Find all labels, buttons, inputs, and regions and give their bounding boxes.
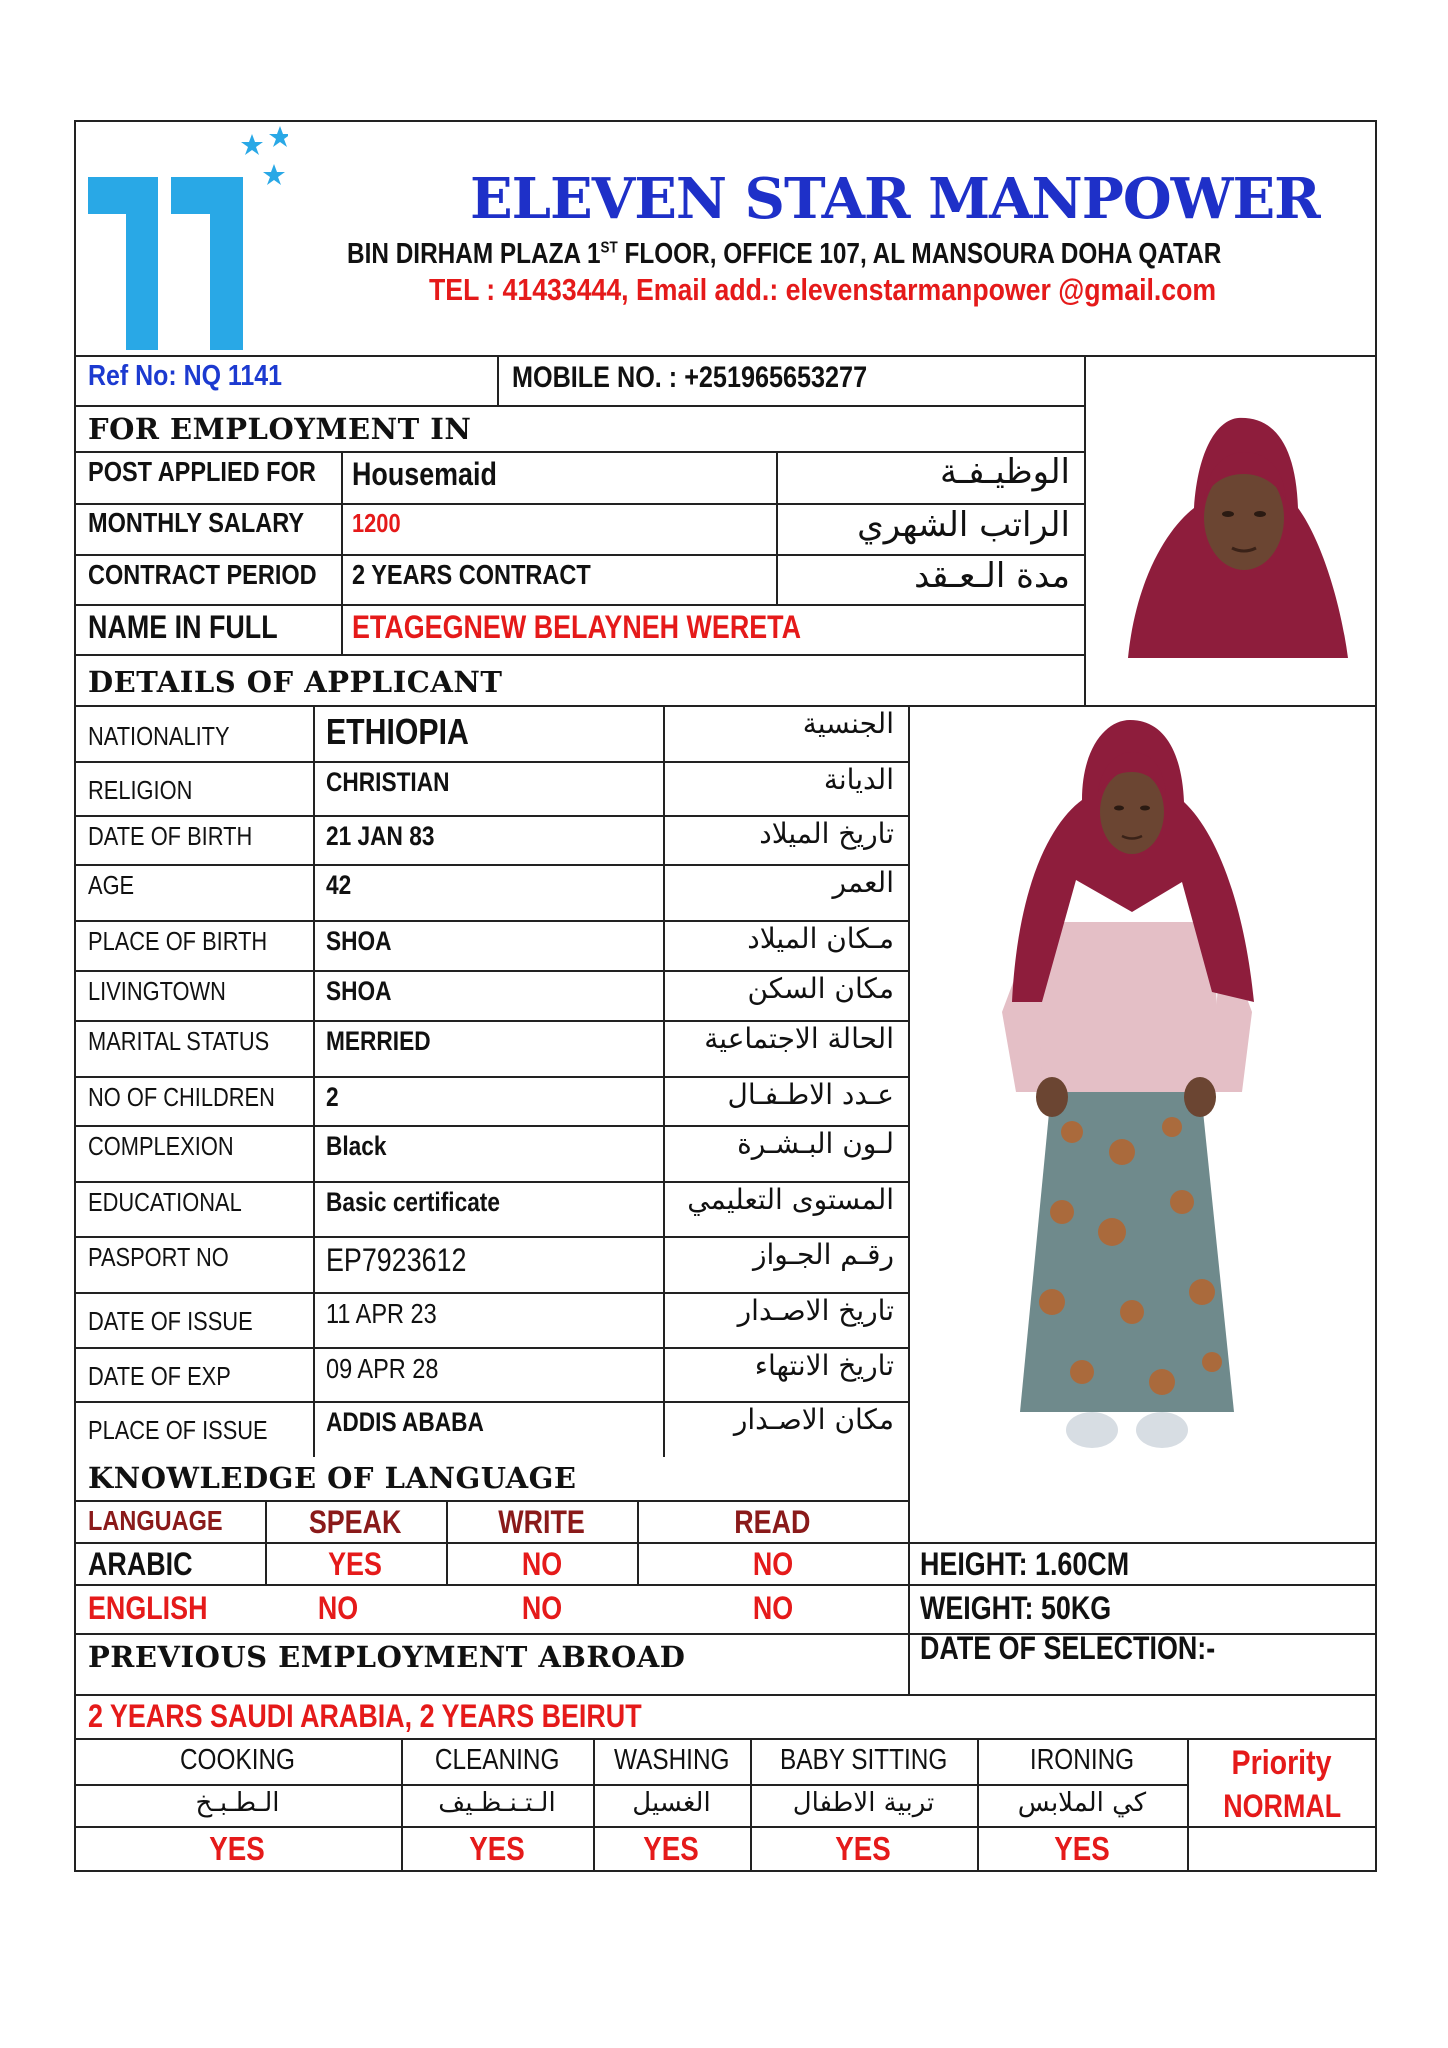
contract-label: CONTRACT PERIOD — [88, 559, 317, 590]
detail-label: PLACE OF BIRTH — [88, 926, 268, 956]
priority-value: NORMAL — [1223, 1788, 1341, 1824]
date-of-selection: DATE OF SELECTION:- — [920, 1630, 1216, 1666]
lang-arabic-write: NO — [521, 1546, 562, 1582]
mobile-number: MOBILE NO. : +251965653277 — [512, 361, 868, 394]
skill-value: YES — [1054, 1830, 1110, 1867]
divider — [74, 705, 1377, 707]
divider — [908, 705, 910, 1696]
skill-arabic: الـتـنـظـيف — [438, 1788, 556, 1818]
skill-arabic: الـطـبـخ — [195, 1788, 280, 1818]
divider — [74, 1542, 1377, 1544]
detail-arabic: مكان الاصـدار — [733, 1403, 894, 1436]
divider — [74, 654, 1084, 656]
priority-label: Priority — [1231, 1744, 1332, 1782]
detail-label: RELIGION — [88, 775, 193, 805]
lang-header-write: WRITE — [498, 1504, 585, 1540]
detail-label: COMPLEXION — [88, 1131, 234, 1161]
detail-value: 21 JAN 83 — [326, 821, 435, 851]
divider — [74, 355, 1377, 357]
divider — [497, 355, 499, 405]
divider — [74, 1633, 909, 1635]
detail-label: EDUCATIONAL — [88, 1187, 242, 1217]
skill-value: YES — [469, 1830, 525, 1867]
skill-value: YES — [835, 1830, 892, 1867]
lang-header-read: READ — [734, 1504, 811, 1540]
lang-header-speak: SPEAK — [309, 1504, 402, 1540]
company-name: ELEVEN STAR MANPOWER — [470, 166, 1320, 232]
skill-label: IRONING — [1029, 1744, 1135, 1776]
lang-english-read: NO — [752, 1590, 793, 1626]
detail-value: 09 APR 28 — [326, 1353, 439, 1384]
divider — [74, 1694, 1377, 1696]
divider — [74, 405, 1084, 407]
divider — [74, 1738, 1377, 1740]
detail-arabic: مكان السكن — [747, 972, 894, 1005]
detail-value: EP7923612 — [326, 1242, 467, 1278]
detail-arabic: مـكان الميلاد — [747, 922, 894, 955]
detail-label: AGE — [88, 870, 135, 900]
lang-arabic-read: NO — [752, 1546, 793, 1582]
detail-label: LIVINGTOWN — [88, 976, 226, 1006]
detail-label: PLACE OF ISSUE — [88, 1415, 268, 1445]
applicant-full-photo — [972, 712, 1282, 1472]
detail-arabic: العمر — [832, 866, 894, 899]
previous-employment-title: PREVIOUS EMPLOYMENT ABROAD — [88, 1640, 686, 1674]
detail-value: SHOA — [326, 926, 392, 956]
full-name-value: ETAGEGNEW BELAYNEH WERETA — [352, 609, 802, 645]
previous-employment-value: 2 YEARS SAUDI ARABIA, 2 YEARS BEIRUT — [88, 1698, 642, 1734]
height-value: HEIGHT: 1.60CM — [920, 1546, 1130, 1582]
divider — [776, 451, 778, 604]
skill-arabic: الغسيل — [632, 1788, 711, 1818]
full-name-label: NAME IN FULL — [88, 609, 278, 645]
salary-label: MONTHLY SALARY — [88, 507, 305, 538]
contract-value: 2 YEARS CONTRACT — [352, 559, 591, 590]
lang-header-language: LANGUAGE — [88, 1505, 223, 1536]
detail-arabic: المستوى التعليمي — [687, 1183, 894, 1216]
skill-label: CLEANING — [434, 1744, 560, 1776]
company-logo — [88, 122, 288, 352]
divider — [74, 1584, 1377, 1586]
divider — [74, 1500, 909, 1502]
skill-arabic: تربية الاطفال — [792, 1788, 935, 1818]
detail-value: Black — [326, 1131, 387, 1161]
skill-value: YES — [209, 1830, 266, 1867]
skill-label: BABY SITTING — [779, 1744, 948, 1776]
detail-value: SHOA — [326, 976, 392, 1006]
detail-value: Basic certificate — [326, 1187, 500, 1217]
post-applied-arabic: الوظيـفـة — [939, 452, 1070, 492]
contract-arabic: مدة الـعـقد — [914, 556, 1070, 596]
detail-value: 2 — [326, 1082, 339, 1112]
skill-arabic: كي الملابس — [1017, 1788, 1147, 1818]
detail-label: PASPORT NO — [88, 1242, 229, 1272]
lang-english-write: NO — [521, 1590, 562, 1626]
lang-english-speak: NO — [317, 1590, 358, 1626]
language-section-title: KNOWLEDGE OF LANGUAGE — [88, 1461, 577, 1495]
post-applied-value: Housemaid — [352, 456, 497, 492]
detail-arabic: رقـم الجـواز — [753, 1238, 894, 1271]
detail-arabic: تاريخ الميلاد — [759, 817, 894, 850]
detail-arabic: الحالة الاجتماعية — [704, 1022, 894, 1055]
detail-label: DATE OF EXP — [88, 1361, 231, 1391]
divider — [74, 604, 1084, 606]
divider — [74, 1784, 1187, 1786]
skill-label: WASHING — [613, 1744, 730, 1776]
detail-arabic: لـون البـشـرة — [737, 1127, 894, 1160]
lang-arabic-speak: YES — [328, 1546, 383, 1582]
company-address: BIN DIRHAM PLAZA 1ST FLOOR, OFFICE 107, AL MANSOURA DOHA QATAR — [347, 238, 1222, 270]
reference-number: Ref No: NQ 1141 — [88, 360, 283, 392]
logo-eleven-graphic — [88, 122, 288, 352]
salary-value: 1200 — [352, 508, 401, 538]
detail-arabic: الديانة — [823, 763, 894, 796]
salary-arabic: الراتب الشهري — [857, 505, 1070, 545]
employment-section-title: FOR EMPLOYMENT IN — [88, 412, 472, 446]
detail-label: NO OF CHILDREN — [88, 1082, 275, 1112]
skill-value: YES — [643, 1830, 700, 1867]
lang-arabic: ARABIC — [88, 1546, 193, 1582]
divider — [74, 761, 909, 763]
divider — [74, 1826, 1377, 1828]
divider — [663, 705, 665, 1457]
detail-value: 42 — [326, 870, 352, 900]
post-applied-label: POST APPLIED FOR — [88, 456, 316, 487]
detail-arabic: عـدد الاطـفـال — [727, 1078, 894, 1111]
divider — [74, 451, 1084, 453]
lang-english: ENGLISH — [88, 1590, 208, 1626]
detail-arabic: الجنسية — [802, 707, 894, 740]
detail-value: 11 APR 23 — [326, 1298, 437, 1329]
detail-value: ADDIS ABABA — [326, 1407, 484, 1437]
detail-value: ETHIOPIA — [326, 711, 469, 752]
weight-value: WEIGHT: 50KG — [920, 1590, 1112, 1626]
divider — [1084, 355, 1086, 707]
detail-label: DATE OF ISSUE — [88, 1306, 253, 1336]
details-section-title: DETAILS OF APPLICANT — [88, 665, 503, 699]
divider — [74, 864, 909, 866]
detail-arabic: تاريخ الاصـدار — [737, 1294, 894, 1327]
company-contact: TEL : 41433444, Email add.: elevenstarmanpower @gmail.com — [429, 272, 1217, 307]
detail-value: CHRISTIAN — [326, 767, 450, 797]
skill-label: COOKING — [179, 1744, 296, 1776]
detail-arabic: تاريخ الانتهاء — [754, 1349, 894, 1382]
address-superscript: ST — [600, 239, 618, 257]
detail-label: DATE OF BIRTH — [88, 821, 253, 851]
detail-label: NATIONALITY — [88, 721, 230, 751]
divider — [313, 705, 315, 1457]
applicant-headshot — [1108, 408, 1358, 658]
detail-value: MERRIED — [326, 1026, 431, 1056]
detail-label: MARITAL STATUS — [88, 1026, 270, 1056]
